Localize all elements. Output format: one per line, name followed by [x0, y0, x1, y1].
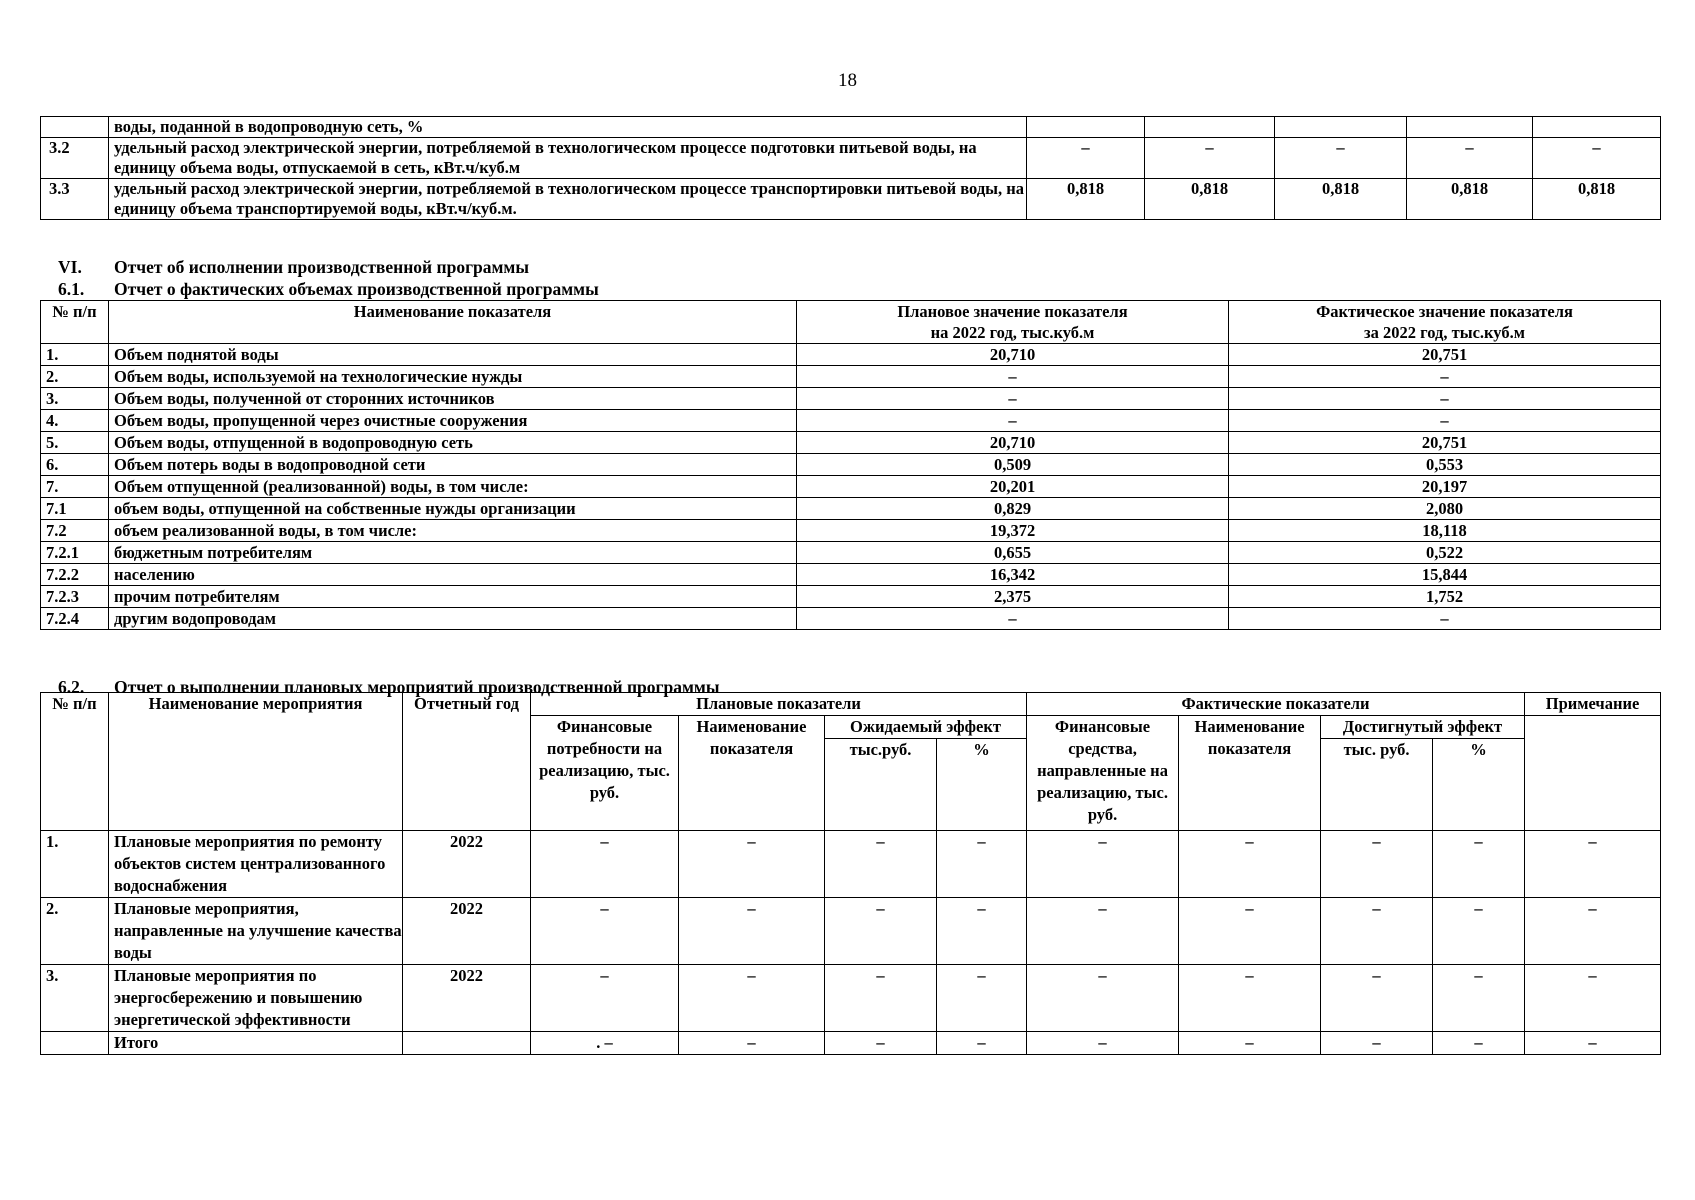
section-vi-number: VI. — [58, 257, 82, 277]
table-row — [41, 965, 1661, 1032]
event-value: – — [1321, 1032, 1433, 1055]
event-value: – — [531, 965, 679, 1032]
ev-header-num: № п/п — [41, 693, 109, 831]
indicator-value: – — [1407, 138, 1533, 179]
indicator-name: прочим потребителям — [109, 586, 797, 608]
plan-value: 20,710 — [797, 344, 1229, 366]
production-volumes-table — [40, 300, 1661, 630]
col-header-plan — [797, 301, 1229, 344]
plan-value: 0,509 — [797, 454, 1229, 476]
fact-value: 2,080 — [1229, 498, 1661, 520]
table-row — [41, 410, 1661, 432]
col-header-fact-line2: за 2022 год, тыс.куб.м — [1364, 323, 1525, 342]
plan-value: 19,372 — [797, 520, 1229, 542]
event-value: – — [1179, 965, 1321, 1032]
ev-header-actual: Фактические показатели — [1027, 693, 1525, 716]
table-row — [41, 117, 1661, 138]
indicator-name: Объем воды, полученной от сторонних источников — [109, 388, 797, 410]
section-6-1-heading — [40, 279, 599, 299]
table-row — [41, 898, 1661, 965]
col-header-fact-line1: Фактическое значение показателя — [1316, 302, 1573, 321]
plan-value: – — [797, 366, 1229, 388]
event-name: Плановые мероприятия, направленные на улучшение качества воды — [109, 898, 403, 965]
ev-header-fact-eff-rub: тыс. руб. — [1321, 739, 1433, 831]
row-number: 3.2 — [41, 138, 109, 179]
table-row — [41, 138, 1661, 179]
indicator-value: 0,818 — [1275, 179, 1407, 220]
indicator-value — [1145, 117, 1275, 138]
table-row — [41, 542, 1661, 564]
plan-value: 20,710 — [797, 432, 1229, 454]
row-number: 7.2.3 — [41, 586, 109, 608]
event-value: – — [1179, 1032, 1321, 1055]
indicator-name: другим водопроводам — [109, 608, 797, 630]
plan-value: 16,342 — [797, 564, 1229, 586]
table-row — [41, 831, 1661, 898]
event-value: – — [531, 898, 679, 965]
volumes-header-row — [41, 301, 1661, 344]
ev-header-plan-effect: Ожидаемый эффект — [825, 716, 1027, 739]
row-number: 5. — [41, 432, 109, 454]
event-value: – — [1321, 965, 1433, 1032]
table-row — [41, 179, 1661, 220]
ev-header-fact-fin: Финансовые средства, направленные на реализацию, тыс. руб. — [1027, 716, 1179, 831]
indicator-name: Объем воды, используемой на технологические нужды — [109, 366, 797, 388]
col-header-plan-line1: Плановое значение показателя — [897, 302, 1128, 321]
event-value: – — [1525, 831, 1661, 898]
table-row — [41, 520, 1661, 542]
event-name: Плановые мероприятия по ремонту объектов систем централизованного водоснабжения — [109, 831, 403, 898]
row-number: 3. — [41, 965, 109, 1032]
event-value: – — [531, 831, 679, 898]
event-value: – — [1321, 898, 1433, 965]
page-number: 18 — [838, 70, 857, 91]
fact-value: – — [1229, 366, 1661, 388]
row-number: 7.2.2 — [41, 564, 109, 586]
plan-value: – — [797, 608, 1229, 630]
report-year: 2022 — [403, 831, 531, 898]
event-value: – — [937, 898, 1027, 965]
indicator-value: – — [1027, 138, 1145, 179]
plan-value: – — [797, 388, 1229, 410]
row-number: 6. — [41, 454, 109, 476]
event-value: – — [825, 965, 937, 1032]
indicator-name: Объем потерь воды в водопроводной сети — [109, 454, 797, 476]
indicator-value — [1027, 117, 1145, 138]
indicator-value — [1275, 117, 1407, 138]
indicator-name: Объем воды, пропущенной через очистные сооружения — [109, 410, 797, 432]
indicator-value: – — [1275, 138, 1407, 179]
indicator-value: 0,818 — [1533, 179, 1661, 220]
table-row — [41, 608, 1661, 630]
fact-value: 1,752 — [1229, 586, 1661, 608]
ev-header-plan-fin: Финансовые потребности на реализацию, тыс. руб. — [531, 716, 679, 831]
indicator-value: 0,818 — [1407, 179, 1533, 220]
row-number: 2. — [41, 366, 109, 388]
indicator-value: – — [1145, 138, 1275, 179]
section-6-1-title: Отчет о фактических объемах производственной программы — [114, 279, 599, 299]
event-value: – — [1433, 898, 1525, 965]
event-value: – — [1179, 898, 1321, 965]
event-value: – — [1433, 965, 1525, 1032]
section-6-2-title: Отчет о выполнении плановых мероприятий производственной программы — [114, 677, 720, 697]
ev-header-year: Отчетный год — [403, 693, 531, 831]
event-value: – — [1525, 965, 1661, 1032]
ev-header-fact-effect: Достигнутый эффект — [1321, 716, 1525, 739]
event-value: – — [1525, 898, 1661, 965]
report-year: 2022 — [403, 898, 531, 965]
indicator-name: объем реализованной воды, в том числе: — [109, 520, 797, 542]
energy-consumption-table — [40, 116, 1661, 220]
row-number: 7.2 — [41, 520, 109, 542]
indicator-name: населению — [109, 564, 797, 586]
fact-value: – — [1229, 388, 1661, 410]
event-value: – — [1179, 831, 1321, 898]
fact-value: 20,751 — [1229, 432, 1661, 454]
event-value: – — [679, 965, 825, 1032]
col-header-name: Наименование показателя — [109, 301, 797, 344]
indicator-value — [1407, 117, 1533, 138]
indicator-value: – — [1533, 138, 1661, 179]
col-header-fact — [1229, 301, 1661, 344]
plan-value: 0,829 — [797, 498, 1229, 520]
table-row — [41, 476, 1661, 498]
row-number: 7.1 — [41, 498, 109, 520]
ev-header-plan-eff-rub: тыс.руб. — [825, 739, 937, 831]
event-value: – — [679, 1032, 825, 1055]
fact-value: – — [1229, 608, 1661, 630]
fact-value: 20,197 — [1229, 476, 1661, 498]
plan-value: – — [797, 410, 1229, 432]
event-value: . – — [531, 1032, 679, 1055]
event-value: – — [679, 898, 825, 965]
table-row — [41, 564, 1661, 586]
indicator-value: 0,818 — [1145, 179, 1275, 220]
table-row — [41, 586, 1661, 608]
table-row — [41, 366, 1661, 388]
event-value: – — [937, 965, 1027, 1032]
row-number: 2. — [41, 898, 109, 965]
plan-value: 2,375 — [797, 586, 1229, 608]
event-value: – — [1027, 898, 1179, 965]
row-number — [41, 117, 109, 138]
table-row — [41, 498, 1661, 520]
event-value: – — [1433, 831, 1525, 898]
indicator-name: удельный расход электрической энергии, потребляемой в технологическом процессе подготовки питьевой воды, на единицу объема воды, отпускаемой в сеть, кВт.ч/куб.м — [109, 138, 1027, 179]
ev-header-note: Примечание — [1525, 693, 1661, 716]
indicator-name: бюджетным потребителям — [109, 542, 797, 564]
row-number: 1. — [41, 831, 109, 898]
plan-value: 20,201 — [797, 476, 1229, 498]
row-number — [41, 1032, 109, 1055]
col-header-plan-line2: на 2022 год, тыс.куб.м — [930, 323, 1095, 342]
row-number: 7.2.1 — [41, 542, 109, 564]
col-header-num: № п/п — [41, 301, 109, 344]
fact-value: 18,118 — [1229, 520, 1661, 542]
indicator-name: воды, поданной в водопроводную сеть, % — [109, 117, 1027, 138]
row-number: 3.3 — [41, 179, 109, 220]
fact-value: 0,553 — [1229, 454, 1661, 476]
indicator-name: объем воды, отпущенной на собственные нужды организации — [109, 498, 797, 520]
event-value: – — [1027, 1032, 1179, 1055]
ev-header-fact-ind: Наименование показателя — [1179, 716, 1321, 831]
ev-header-name: Наименование мероприятия — [109, 693, 403, 831]
indicator-name: Объем отпущенной (реализованной) воды, в том числе: — [109, 476, 797, 498]
table-row — [41, 388, 1661, 410]
row-number: 7. — [41, 476, 109, 498]
row-number: 7.2.4 — [41, 608, 109, 630]
fact-value: – — [1229, 410, 1661, 432]
table-row — [41, 432, 1661, 454]
events-header-row-1 — [41, 693, 1661, 716]
indicator-name: Объем воды, отпущенной в водопроводную сеть — [109, 432, 797, 454]
event-value: – — [679, 831, 825, 898]
indicator-name: удельный расход электрической энергии, потребляемой в технологическом процессе транспортировки питьевой воды, на единицу объема транспортируемой воды, кВт.ч/куб.м. — [109, 179, 1027, 220]
event-value: – — [937, 1032, 1027, 1055]
ev-header-note-blank — [1525, 716, 1661, 831]
plan-value: 0,655 — [797, 542, 1229, 564]
fact-value: 0,522 — [1229, 542, 1661, 564]
ev-header-fact-eff-pct: % — [1433, 739, 1525, 831]
indicator-value — [1533, 117, 1661, 138]
event-value: – — [1027, 831, 1179, 898]
fact-value: 20,751 — [1229, 344, 1661, 366]
event-value: – — [825, 898, 937, 965]
table-row — [41, 1032, 1661, 1055]
row-number: 1. — [41, 344, 109, 366]
event-value: – — [1027, 965, 1179, 1032]
indicator-name: Объем поднятой воды — [109, 344, 797, 366]
report-year: 2022 — [403, 965, 531, 1032]
event-value: – — [1321, 831, 1433, 898]
table-row — [41, 344, 1661, 366]
row-number: 4. — [41, 410, 109, 432]
report-year — [403, 1032, 531, 1055]
event-value: – — [1525, 1032, 1661, 1055]
event-value: – — [825, 1032, 937, 1055]
event-value: – — [825, 831, 937, 898]
event-value: – — [1433, 1032, 1525, 1055]
event-name: Плановые мероприятия по энергосбережению и повышению энергетической эффективности — [109, 965, 403, 1032]
fact-value: 15,844 — [1229, 564, 1661, 586]
ev-header-planned: Плановые показатели — [531, 693, 1027, 716]
section-6-1-number: 6.1. — [58, 279, 85, 299]
section-vi-title: Отчет об исполнении производственной программы — [114, 257, 530, 277]
section-vi-heading — [40, 257, 529, 277]
table-row — [41, 454, 1661, 476]
section-6-2-number: 6.2. — [58, 677, 85, 697]
event-name: Итого — [109, 1032, 403, 1055]
indicator-value: 0,818 — [1027, 179, 1145, 220]
ev-header-plan-eff-pct: % — [937, 739, 1027, 831]
row-number: 3. — [41, 388, 109, 410]
planned-events-table — [40, 692, 1661, 1055]
event-value: – — [937, 831, 1027, 898]
ev-header-plan-ind: Наименование показателя — [679, 716, 825, 831]
